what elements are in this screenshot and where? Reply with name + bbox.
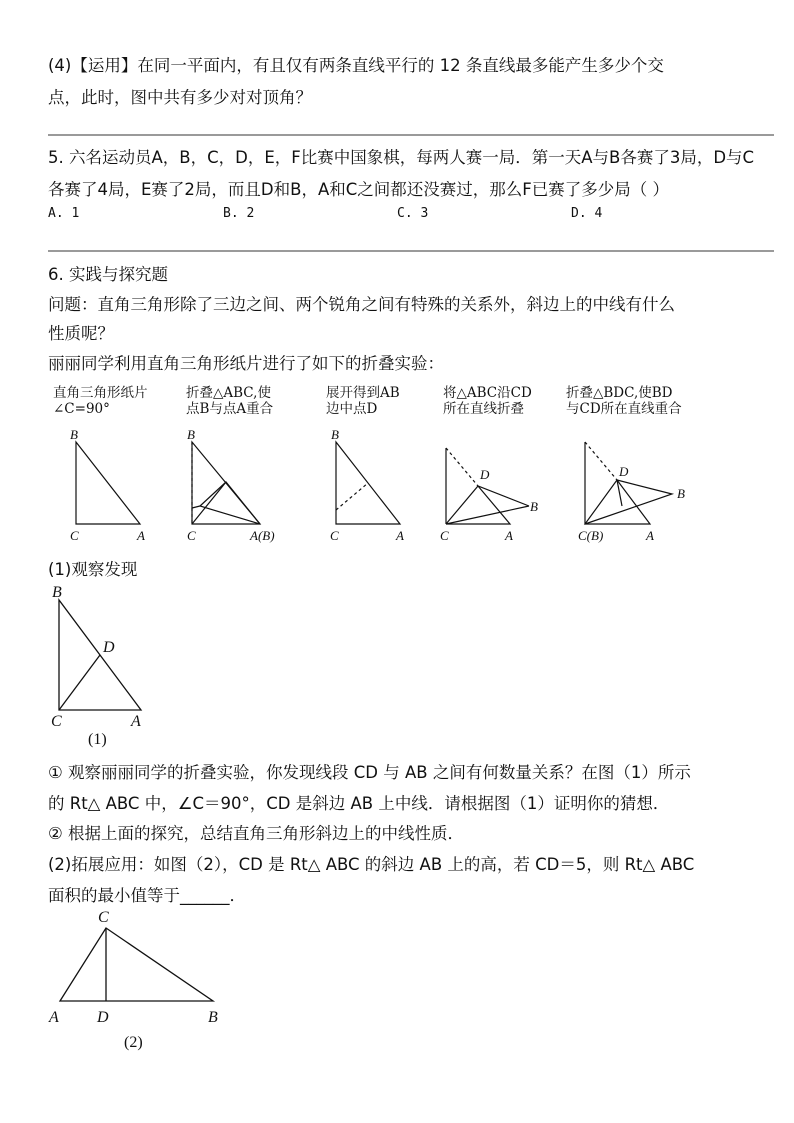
option-a: A. 1 [48, 206, 80, 221]
label-c: C [98, 909, 109, 926]
fold-caption-4: 将△ABC沿CD 所在直线折叠 [443, 385, 532, 417]
label-d: D [480, 467, 490, 482]
label-c: C [187, 528, 196, 543]
label-b: B [208, 1009, 218, 1026]
divider [48, 134, 774, 136]
fold-diagrams [0, 420, 794, 550]
label-b: B [70, 427, 78, 442]
option-d: D. 4 [571, 206, 603, 221]
fold-caption-2: 折叠△ABC,使 点B与点A重合 [186, 385, 274, 417]
item-1-line-1: ① 观察丽丽同学的折叠实验，你发现线段 CD 与 AB 之间有何数量关系？在图（1）所示 [48, 763, 691, 782]
label-a: A [137, 528, 145, 543]
label-a: A [49, 1009, 59, 1026]
fold-caption-3: 展开得到AB 边中点D [326, 385, 400, 417]
part-2-line-2: 面积的最小值等于______． [48, 886, 246, 905]
label-a: A [131, 713, 141, 730]
label-b: B [52, 584, 62, 601]
part-1-title: (1)观察发现 [48, 560, 138, 579]
label-b: B [187, 427, 195, 442]
label-a: A [396, 528, 404, 543]
fold-triangle-3 [336, 442, 400, 524]
label-d: D [103, 639, 115, 656]
option-c: C. 3 [397, 206, 429, 221]
q4-line-1: (4)【运用】在同一平面内，有且仅有两条直线平行的 12 条直线最多能产生多少个交 [48, 56, 664, 75]
part-2-line-1: (2)拓展应用：如图（2），CD 是 Rt△ ABC 的斜边 AB 上的高，若 CD＝5，则 Rt△ ABC [48, 855, 695, 874]
label-a: A [505, 528, 513, 543]
q5-line-1: 5. 六名运动员A，B，C，D，E，F比赛中国象棋，每两人赛一局．第一天A与B各赛了3局，D与C [48, 148, 755, 167]
label-a-b: A(B) [250, 528, 275, 543]
label-b: B [331, 427, 339, 442]
label-c: C [440, 528, 449, 543]
label-d: D [97, 1009, 109, 1026]
item-2: ② 根据上面的探究，总结直角三角形斜边上的中线性质． [48, 824, 465, 843]
q6-intro: 丽丽同学利用直角三角形纸片进行了如下的折叠实验： [48, 354, 444, 373]
label-c: C [330, 528, 339, 543]
q6-problem-line-1: 问题：直角三角形除了三边之间、两个锐角之间有特殊的关系外，斜边上的中线有什么 [48, 295, 675, 314]
figure-1 [40, 580, 170, 730]
option-b: B. 2 [223, 206, 255, 221]
figure-1-caption: (1) [88, 731, 107, 748]
label-a: A [646, 528, 654, 543]
fold-caption-5: 折叠△BDC,使BD 与CD所在直线重合 [566, 385, 682, 417]
divider [48, 250, 774, 252]
q4-line-2: 点，此时，图中共有多少对对顶角？ [48, 88, 312, 107]
fold-caption-1: 直角三角形纸片 ∠C=90° [53, 385, 148, 417]
label-c-b: C(B) [578, 528, 604, 543]
figure-2 [40, 905, 240, 1030]
fold-triangle-1 [76, 442, 140, 524]
q6-problem-line-2: 性质呢？ [48, 324, 114, 343]
q6-title: 6. 实践与探究题 [48, 265, 168, 284]
q5-line-2: 各赛了4局，E赛了2局，而且D和B，A和C之间都还没赛过，那么F已赛了多少局（ ） [48, 180, 669, 199]
label-d: D [619, 464, 629, 479]
label-c: C [70, 528, 79, 543]
figure-2-caption: (2) [124, 1034, 143, 1051]
item-1-line-2: 的 Rt△ ABC 中，∠C＝90°，CD 是斜边 AB 上中线．请根据图（1）证明你的猜想． [48, 794, 670, 813]
label-b: B [677, 486, 685, 501]
label-c: C [51, 713, 62, 730]
label-b: B [530, 499, 538, 514]
